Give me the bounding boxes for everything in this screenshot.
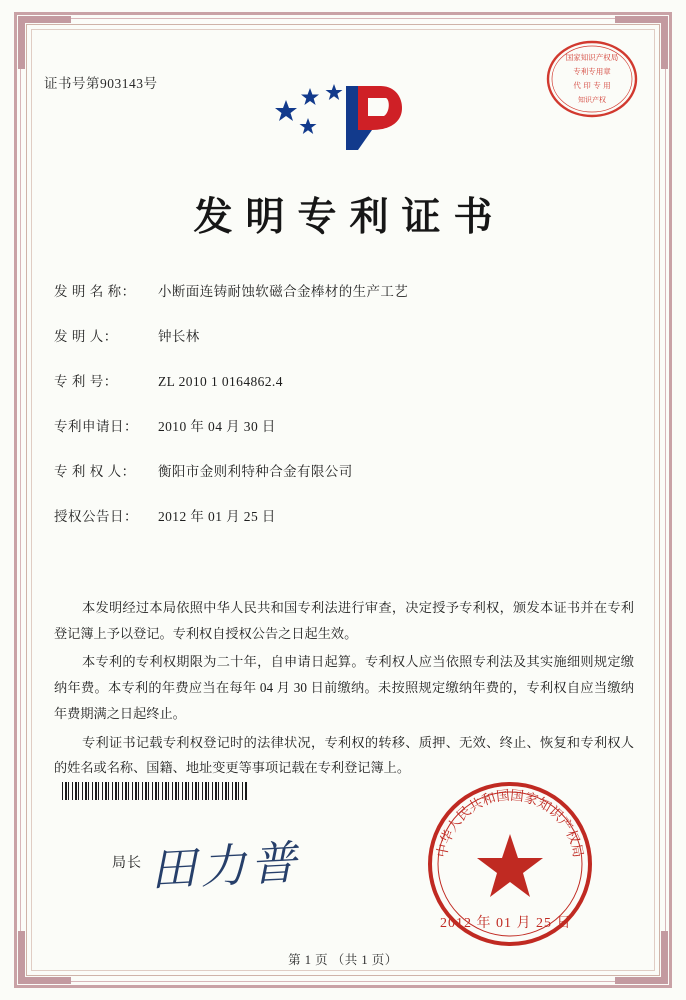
- field-label: 发 明 人：: [54, 329, 118, 344]
- body-paragraph: 本专利的专利权期限为二十年，自申请日起算。专利权人应当依照专利法及其实施细则规定缴纳年费。本专利的年费应当在每年 04 月 30 日前缴纳。未按照规定缴纳年费的，专利权自应当缴纳年费期满之日起终止。: [54, 654, 634, 721]
- director-signature: 田力普: [148, 835, 302, 897]
- body-paragraph: 本发明经过本局依照中华人民共和国专利法进行审查，决定授予专利权，颁发本证书并在专利登记簿上予以登记。专利权自授权公告之日起生效。: [54, 600, 634, 641]
- field-row: [54, 460, 632, 480]
- svg-text:专利专用章: 专利专用章: [573, 67, 611, 76]
- field-row: [54, 415, 632, 435]
- director-label: 局长: [112, 856, 142, 871]
- field-label: 专利申请日：: [54, 419, 138, 434]
- page-footer: 第 1 页 （共 1 页）: [288, 953, 398, 967]
- svg-text:国家知识产权局: 国家知识产权局: [565, 53, 619, 62]
- sipo-logo-icon: [268, 78, 408, 158]
- field-label: 专 利 号：: [54, 374, 118, 389]
- barcode: [62, 782, 248, 800]
- field-row: [54, 280, 632, 300]
- field-value: 2010 年 04 月 30 日: [158, 419, 276, 434]
- field-value: ZL 2010 1 0164862.4: [158, 374, 283, 389]
- svg-text:代 印 专 用: 代 印 专 用: [573, 81, 611, 90]
- field-value: 2012 年 01 月 25 日: [158, 509, 276, 524]
- field-value: 钟长林: [158, 329, 200, 344]
- page-title: 发明专利证书: [193, 194, 506, 240]
- top-right-official-seal: [544, 38, 640, 120]
- field-label: 授权公告日：: [54, 509, 138, 524]
- certificate-number: 证书号第903143号: [44, 76, 158, 91]
- field-row: [54, 325, 632, 345]
- certificate-body-text: [54, 595, 634, 784]
- certificate-fields: [54, 280, 632, 550]
- field-row: [54, 370, 632, 390]
- corner-ornament-top-left: [18, 16, 71, 69]
- field-value: 小断面连铸耐蚀软磁合金棒材的生产工艺: [158, 284, 409, 299]
- seal-date: 2012 年 01 月 25 日: [440, 916, 572, 931]
- field-row: [54, 505, 632, 525]
- svg-text:中华人民共和国国家知识产权局: 中华人民共和国国家知识产权局: [434, 787, 586, 859]
- field-value: 衡阳市金则利特种合金有限公司: [158, 464, 353, 479]
- svg-text:知识产权: 知识产权: [578, 96, 606, 104]
- field-label: 专 利 权 人：: [54, 464, 136, 479]
- field-label: 发 明 名 称：: [54, 284, 136, 299]
- body-paragraph: 专利证书记载专利权登记时的法律状况，专利权的转移、质押、无效、终止、恢复和专利权人的姓名或名称、国籍、地址变更等事项记载在专利登记簿上。: [54, 734, 634, 776]
